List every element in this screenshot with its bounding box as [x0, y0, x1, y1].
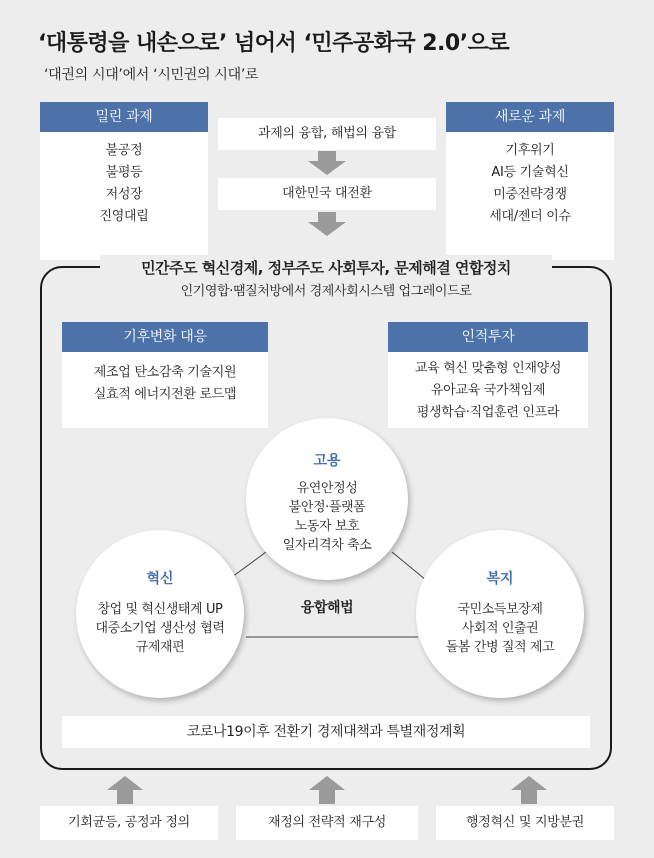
page-title: ‘대통령을 내손으로’ 넘어서 ‘민주공화국 2.0’으로 — [38, 31, 510, 56]
page-subtitle: ‘대권의 시대’에서 ‘시민권의 시대’로 — [44, 67, 259, 83]
bottom-box-administration: 행정혁신 및 지방분권 — [436, 806, 614, 840]
bottom-box-fiscal: 재정의 전략적 재구성 — [236, 806, 418, 840]
list-item: 미중전략경쟁 — [493, 187, 567, 202]
climate-box-header: 기후변화 대응 — [62, 322, 268, 352]
list-item: 돌봄 간병 질적 제고 — [445, 640, 555, 655]
list-item: 유아교육 국가책임제 — [430, 383, 546, 398]
list-item: 저성장 — [105, 187, 143, 202]
list-item: 대중소기업 생산성 협력 — [95, 621, 225, 636]
list-item: 사회적 인출권 — [461, 621, 539, 636]
human-investment-box-header: 인적투자 — [388, 322, 588, 352]
list-item: 규제재편 — [135, 640, 185, 655]
list-item: 실효적 에너지전환 로드맵 — [93, 387, 237, 402]
list-item: 일자리격차 축소 — [282, 538, 372, 553]
list-item: AI등 기술혁신 — [491, 165, 569, 180]
employment-title: 고용 — [313, 453, 341, 469]
innovation-title: 혁신 — [146, 571, 174, 587]
list-item: 노동자 보호 — [294, 519, 360, 534]
up-arrow-icon — [509, 776, 549, 804]
list-item: 세대/젠더 이슈 — [489, 209, 571, 224]
list-item: 국민소득보장제 — [457, 602, 543, 617]
main-subheading: 인기영합·땜질처방에서 경제사회시스템 업그레이드로 — [180, 284, 472, 299]
welfare-circle — [416, 530, 584, 698]
bottom-box-fairness: 기회균등, 공정과 정의 — [40, 806, 218, 840]
list-item: 제조업 탄소감축 기술지원 — [93, 365, 237, 380]
list-item: 창업 및 혁신생태계 UP — [97, 602, 223, 617]
list-item: 평생학습·직업훈련 인프라 — [416, 405, 560, 420]
covid-plan-bar: 코로나19이후 전환기 경제대책과 특별재정계획 — [62, 716, 590, 748]
center-flow-top: 과제의 융합, 해법의 융합 — [218, 118, 436, 150]
main-heading: 민간주도 혁신경제, 정부주도 사회투자, 문제해결 연합정치 — [100, 255, 552, 280]
employment-circle — [246, 418, 408, 580]
up-arrow-icon — [307, 776, 347, 804]
fusion-solution-label: 융합해법 — [300, 600, 354, 616]
right-panel-header: 새로운 과제 — [446, 102, 614, 132]
up-arrow-icon — [105, 776, 145, 804]
list-item: 불안정·플랫폼 — [288, 500, 366, 515]
list-item: 불공정 — [105, 143, 143, 158]
list-item: 불평등 — [105, 165, 143, 180]
center-flow-bottom: 대한민국 대전환 — [218, 178, 436, 210]
welfare-title: 복지 — [486, 571, 514, 587]
list-item: 진영대립 — [99, 209, 149, 224]
innovation-circle — [76, 530, 244, 698]
list-item: 유연안정성 — [296, 481, 358, 496]
left-panel-header: 밀린 과제 — [40, 102, 208, 132]
list-item: 기후위기 — [505, 143, 555, 158]
list-item: 교육 혁신 맞춤형 인재양성 — [414, 361, 562, 376]
